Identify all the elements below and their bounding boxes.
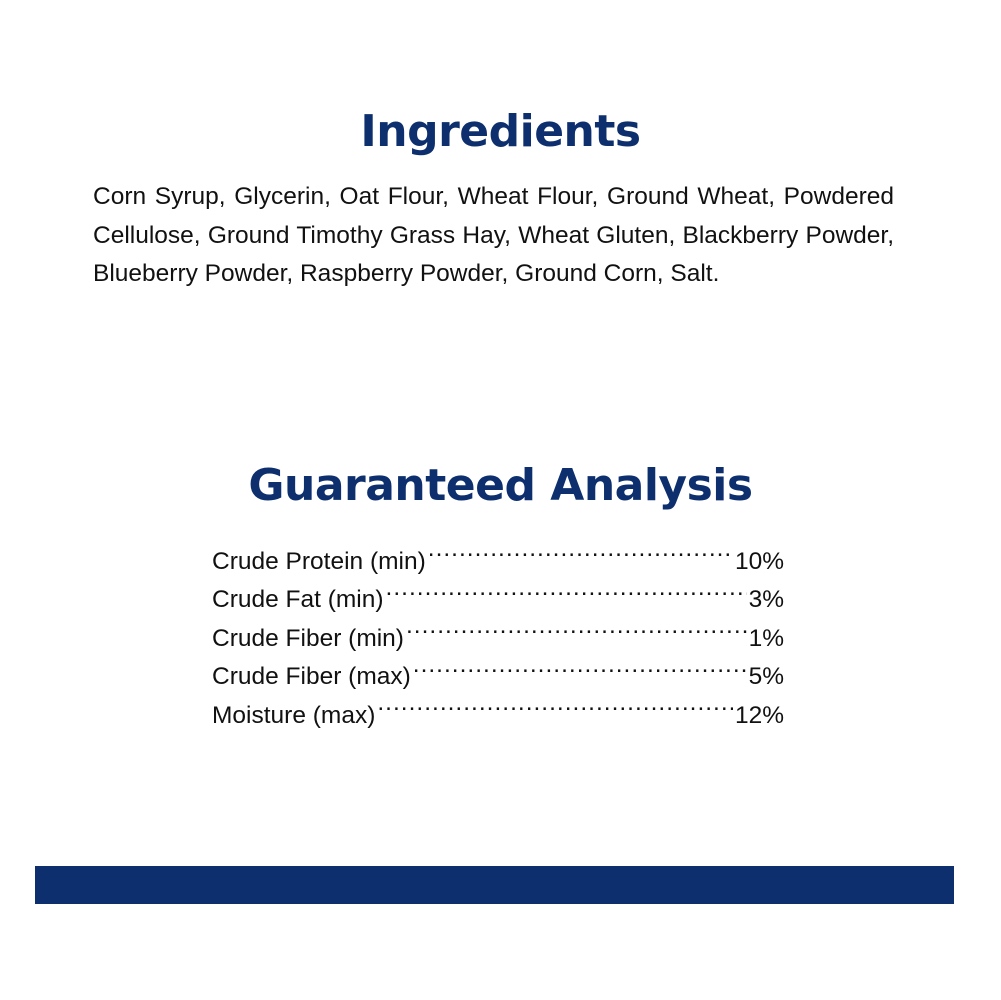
ingredients-heading: Ingredients <box>360 106 641 157</box>
dot-leader <box>406 607 747 646</box>
footer-color-bar <box>35 866 954 904</box>
analysis-value: 5% <box>748 663 784 691</box>
analysis-label: Crude Fiber (max) <box>212 663 411 691</box>
analysis-value: 12% <box>734 701 784 729</box>
analysis-value: 10% <box>734 547 784 575</box>
analysis-label: Crude Protein (min) <box>212 547 426 575</box>
guaranteed-analysis-heading: Guaranteed Analysis <box>248 460 753 511</box>
analysis-label: Moisture (max) <box>212 701 376 729</box>
dot-leader <box>428 530 733 569</box>
dot-leader <box>413 646 747 685</box>
analysis-value: 3% <box>748 586 784 614</box>
guaranteed-analysis-table <box>212 530 784 729</box>
analysis-label: Crude Fiber (min) <box>212 624 404 652</box>
ingredients-list-text: Corn Syrup, Glycerin, Oat Flour, Wheat Flour, Ground Wheat, Powdered Cellulose, Ground Timothy Grass Hay, Wheat Gluten, Blackberry Powder, Blueberry Powder, Raspberry Powder, Ground Corn, Salt. <box>93 183 894 288</box>
analysis-label: Crude Fat (min) <box>212 586 384 614</box>
analysis-row-crude-protein <box>212 530 784 575</box>
dot-leader <box>377 684 733 723</box>
dot-leader <box>386 569 747 608</box>
analysis-value: 1% <box>748 624 784 652</box>
